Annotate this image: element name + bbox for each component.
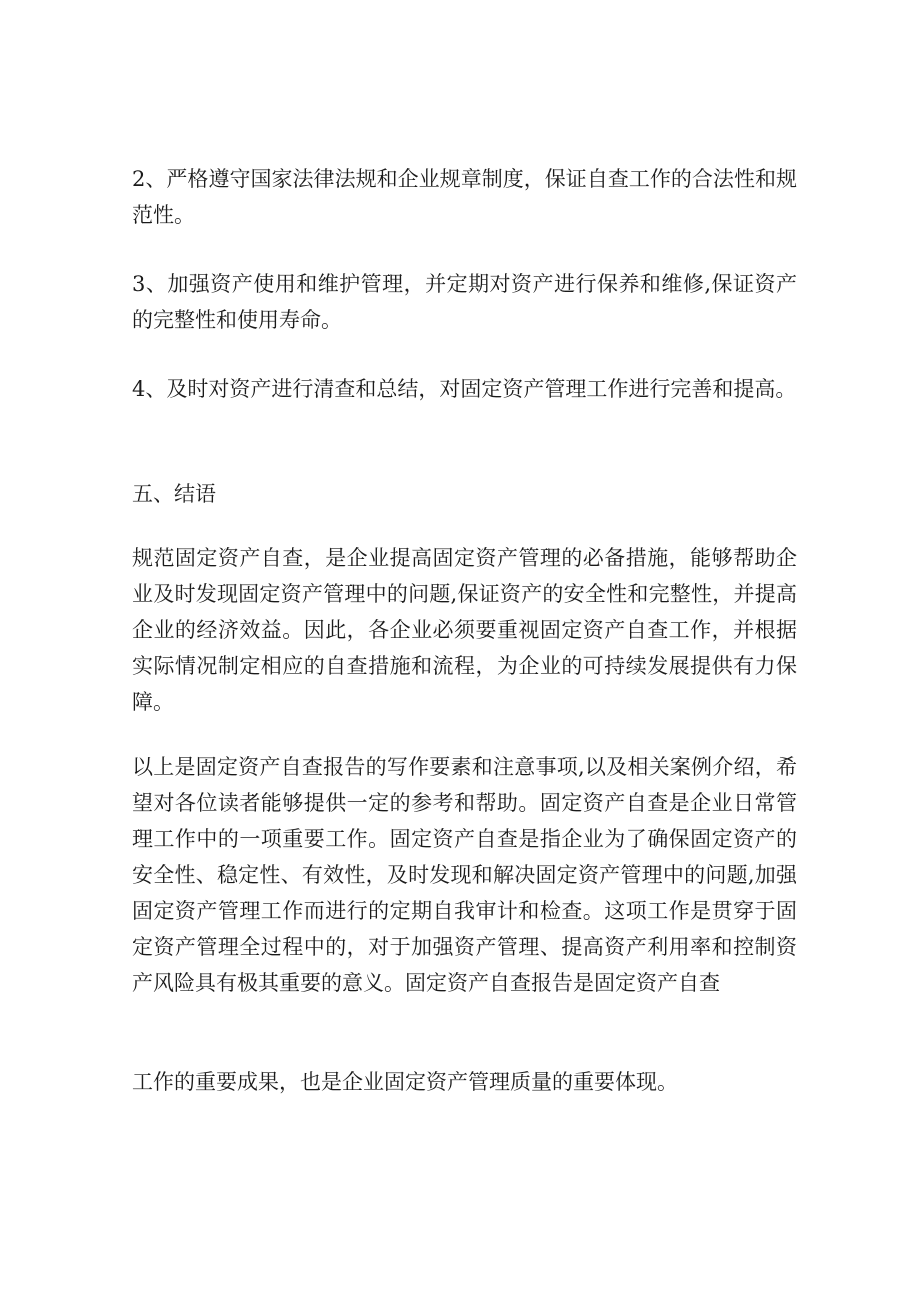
section-heading-conclusion: 五、结语 xyxy=(132,482,216,506)
paragraph-item-3: 3、加强资产使用和维护管理，并定期对资产进行保养和维修,保证资产的完整性和使用寿命。 xyxy=(132,272,797,332)
paragraph-summary: 以上是固定资产自查报告的写作要素和注意事项,以及相关案例介绍，希望对各位读者能够提供一定的参考和帮助。固定资产自查是企业日常管理工作中的一项重要工作。固定资产自查是指企业为了确保固定资产的安全性、稳定性、有效性，及时发现和解决固定资产管理中的问题,加强固定资产管理工作而进行的定期自我审计和检查。这项工作是贯穿于固定资产管理全过程中的，对于加强资产管理、提高资产利用率和控制资产风险具有极其重要的意义。固定资产自查报告是固定资产自查 xyxy=(132,755,797,995)
paragraph-item-2: 2、严格遵守国家法律法规和企业规章制度，保证自查工作的合法性和规范性。 xyxy=(132,167,797,227)
paragraph-final: 工作的重要成果，也是企业固定资产管理质量的重要体现。 xyxy=(132,1070,678,1094)
paragraph-item-4: 4、及时对资产进行清查和总结，对固定资产管理工作进行完善和提高。 xyxy=(132,377,797,401)
paragraph-conclusion-body: 规范固定资产自查，是企业提高固定资产管理的必备措施，能够帮助企业及时发现固定资产管理中的问题,保证资产的安全性和完整性，并提高企业的经济效益。因此，各企业必须要重视固定资产自查工作，并根据实际情况制定相应的自查措施和流程，为企业的可持续发展提供有力保障。 xyxy=(132,546,797,714)
